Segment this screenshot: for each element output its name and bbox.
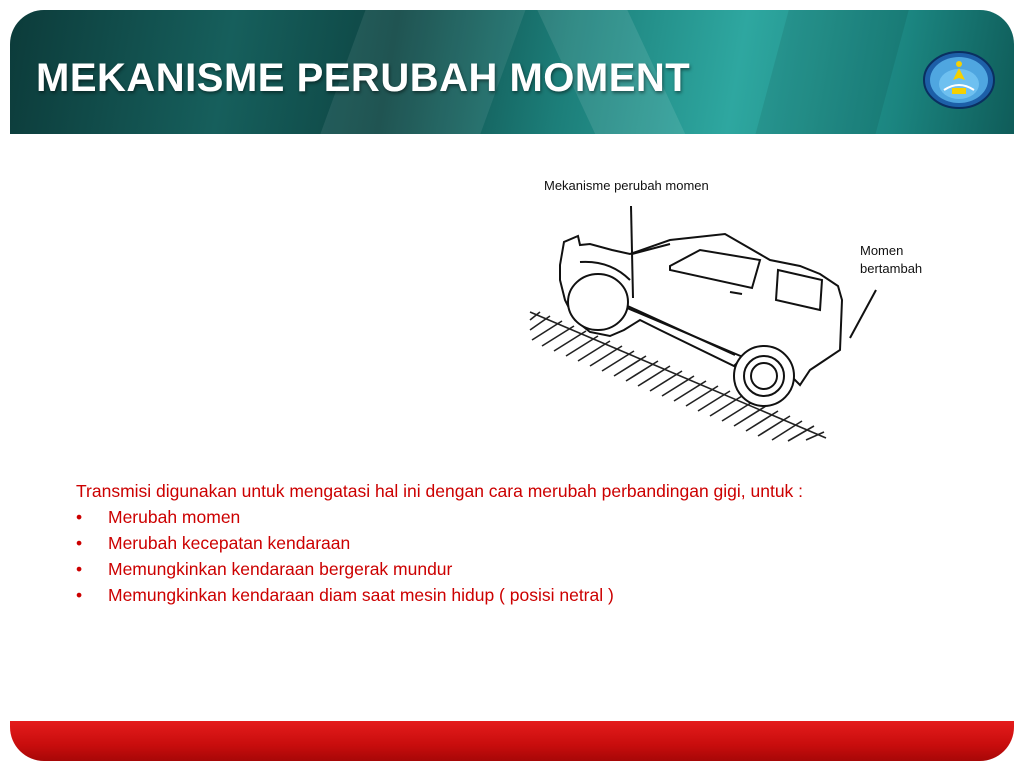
bullet-list [76, 504, 996, 608]
bullet-icon: • [76, 559, 83, 579]
list-item [76, 582, 996, 608]
bullet-icon: • [76, 533, 83, 553]
list-item-text: Memungkinkan kendaraan diam saat mesin hidup ( posisi netral ) [108, 585, 614, 605]
slide-footer-bar [10, 721, 1014, 761]
car-incline-diagram [520, 170, 950, 445]
list-item-text: Merubah momen [108, 507, 241, 527]
slide-body-text [76, 478, 996, 608]
pointer-lines [631, 206, 876, 338]
list-item [76, 504, 996, 530]
figure-label-torque [860, 242, 922, 278]
slide-title: MEKANISME PERUBAH MOMENT [36, 56, 691, 100]
list-item [76, 556, 996, 582]
figure-label-torque-line1: Momen [860, 243, 904, 258]
list-item [76, 530, 996, 556]
header-sheen [741, 10, 920, 134]
bullet-icon: • [76, 507, 83, 527]
list-item-text: Memungkinkan kendaraan bergerak mundur [108, 559, 453, 579]
figure-label-mechanism: Mekanisme perubah momen [544, 178, 709, 193]
list-item-text: Merubah kecepatan kendaraan [108, 533, 351, 553]
intro-paragraph: Transmisi digunakan untuk mengatasi hal ini dengan cara merubah perbandingan gigi, untuk : [76, 481, 804, 501]
car-illustration [520, 170, 950, 445]
tut-wuri-handayani-logo-icon [922, 50, 996, 110]
bullet-icon: • [76, 585, 83, 605]
figure-label-torque-line2: bertambah [860, 261, 923, 276]
